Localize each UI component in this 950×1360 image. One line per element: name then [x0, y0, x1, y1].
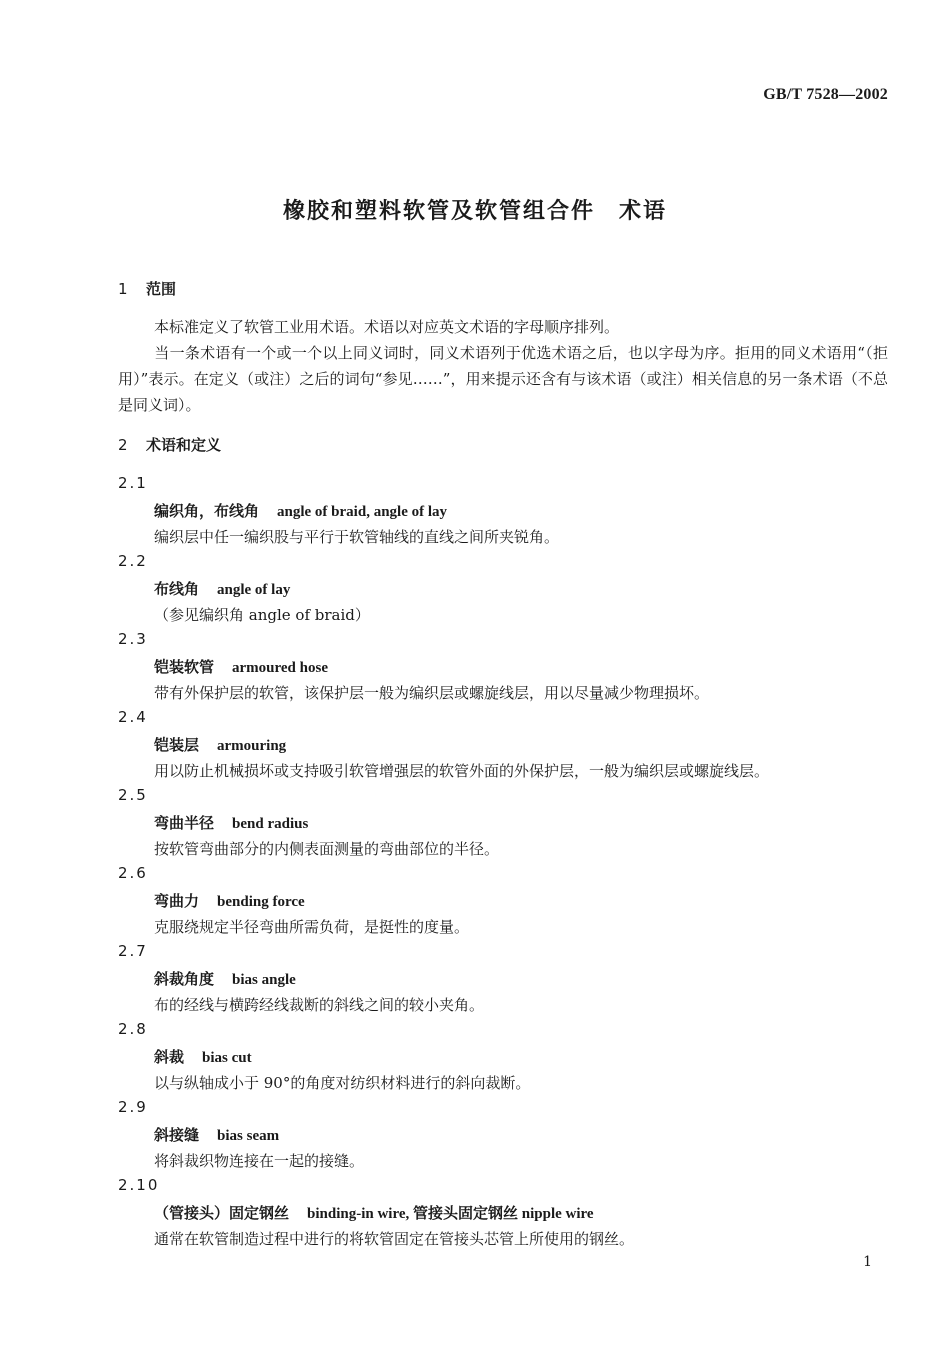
entry-number: 2.1 [118, 474, 148, 492]
term-zh: 布线角 [154, 580, 200, 598]
entry-number: 2.5 [118, 786, 148, 804]
term-en: bend radius [232, 816, 309, 832]
term-en: angle of lay [217, 582, 291, 598]
section-2-heading [118, 434, 221, 455]
term-en: armoured hose [232, 660, 328, 676]
entry-term [154, 890, 305, 911]
entry-number: 2.6 [118, 864, 148, 882]
term-zh: 编织角，布线角 [154, 502, 260, 520]
section-1-heading [118, 278, 176, 299]
scope-paragraph-2-text: 当一条术语有一个或一个以上同义词时，同义术语列于优选术语之后，也以字母为序。拒用的同义术语用“（拒用）”表示。在定义（或注）之后的词句“参见……”，用来提示还含有与该术语（或注）相关信息的另一条术语（不总是同义词）。 [118, 344, 888, 414]
term-en: bias seam [217, 1128, 280, 1144]
section-2-title: 术语和定义 [146, 436, 222, 454]
entry-number: 2.9 [118, 1098, 148, 1116]
entry-number: 2.8 [118, 1020, 148, 1038]
entry-definition: 按软管弯曲部分的内侧表面测量的弯曲部位的半径。 [154, 840, 500, 858]
term-zh: 斜接缝 [154, 1126, 200, 1144]
term-en: bias cut [202, 1050, 252, 1066]
term-zh: 铠装层 [154, 736, 200, 754]
term-en: angle of braid, angle of lay [277, 504, 448, 520]
entry-number: 2.2 [118, 552, 148, 570]
term-zh: （管接头）固定钢丝 [154, 1204, 290, 1222]
entry-term [154, 1046, 252, 1067]
term-en: binding-in wire, 管接头固定钢丝 nipple wire [307, 1206, 594, 1222]
document-title: 橡胶和塑料软管及软管组合件 术语 [282, 199, 667, 224]
entry-number: 2.4 [118, 708, 148, 726]
term-zh: 斜裁角度 [154, 970, 215, 988]
entry-definition: 编织层中任一编织股与平行于软管轴线的直线之间所夹锐角。 [154, 528, 560, 546]
page-number: 1 [863, 1254, 872, 1270]
section-1-title: 范围 [146, 280, 177, 298]
entry-term [154, 968, 296, 989]
entry-term [154, 812, 308, 833]
entry-term [154, 656, 328, 677]
standard-code: GB/T 7528—2002 [763, 86, 888, 103]
section-2-number: 2 [118, 436, 128, 454]
entry-term [154, 1124, 279, 1145]
entry-definition: 用以防止机械损坏或支持吸引软管增强层的软管外面的外保护层，一般为编织层或螺旋线层。 [154, 762, 770, 780]
term-en: armouring [217, 738, 287, 754]
section-1-number: 1 [118, 280, 128, 298]
entry-number: 2.7 [118, 942, 148, 960]
term-zh: 弯曲半径 [154, 814, 215, 832]
entry-definition: 以与纵轴成小于 90°的角度对纺织材料进行的斜向裁断。 [154, 1074, 531, 1092]
entry-term [154, 734, 286, 755]
term-zh: 铠装软管 [154, 658, 215, 676]
entry-term [154, 500, 447, 521]
entry-term [154, 1202, 594, 1223]
entry-definition: 将斜裁织物连接在一起的接缝。 [154, 1152, 365, 1170]
scope-paragraph-2 [118, 340, 888, 418]
entry-definition: 通常在软管制造过程中进行的将软管固定在管接头芯管上所使用的钢丝。 [154, 1230, 635, 1248]
scope-paragraph-1-text: 本标准定义了软管工业用术语。术语以对应英文术语的字母顺序排列。 [154, 318, 620, 336]
entry-definition: 带有外保护层的软管，该保护层一般为编织层或螺旋线层，用以尽量减少物理损坏。 [154, 684, 710, 702]
entry-definition: 克服绕规定半径弯曲所需负荷，是挺性的度量。 [154, 918, 470, 936]
term-zh: 弯曲力 [154, 892, 200, 910]
entry-definition: 布的经线与横跨经线裁断的斜线之间的较小夹角。 [154, 996, 485, 1014]
term-en: bias angle [232, 972, 296, 988]
entry-number: 2.3 [118, 630, 148, 648]
entry-definition: （参见编织角 angle of braid） [154, 606, 370, 624]
term-en: bending force [217, 894, 305, 910]
entry-term [154, 578, 290, 599]
scope-paragraph-1 [118, 314, 888, 340]
entry-number: 2.10 [118, 1176, 160, 1194]
term-zh: 斜裁 [154, 1048, 185, 1066]
